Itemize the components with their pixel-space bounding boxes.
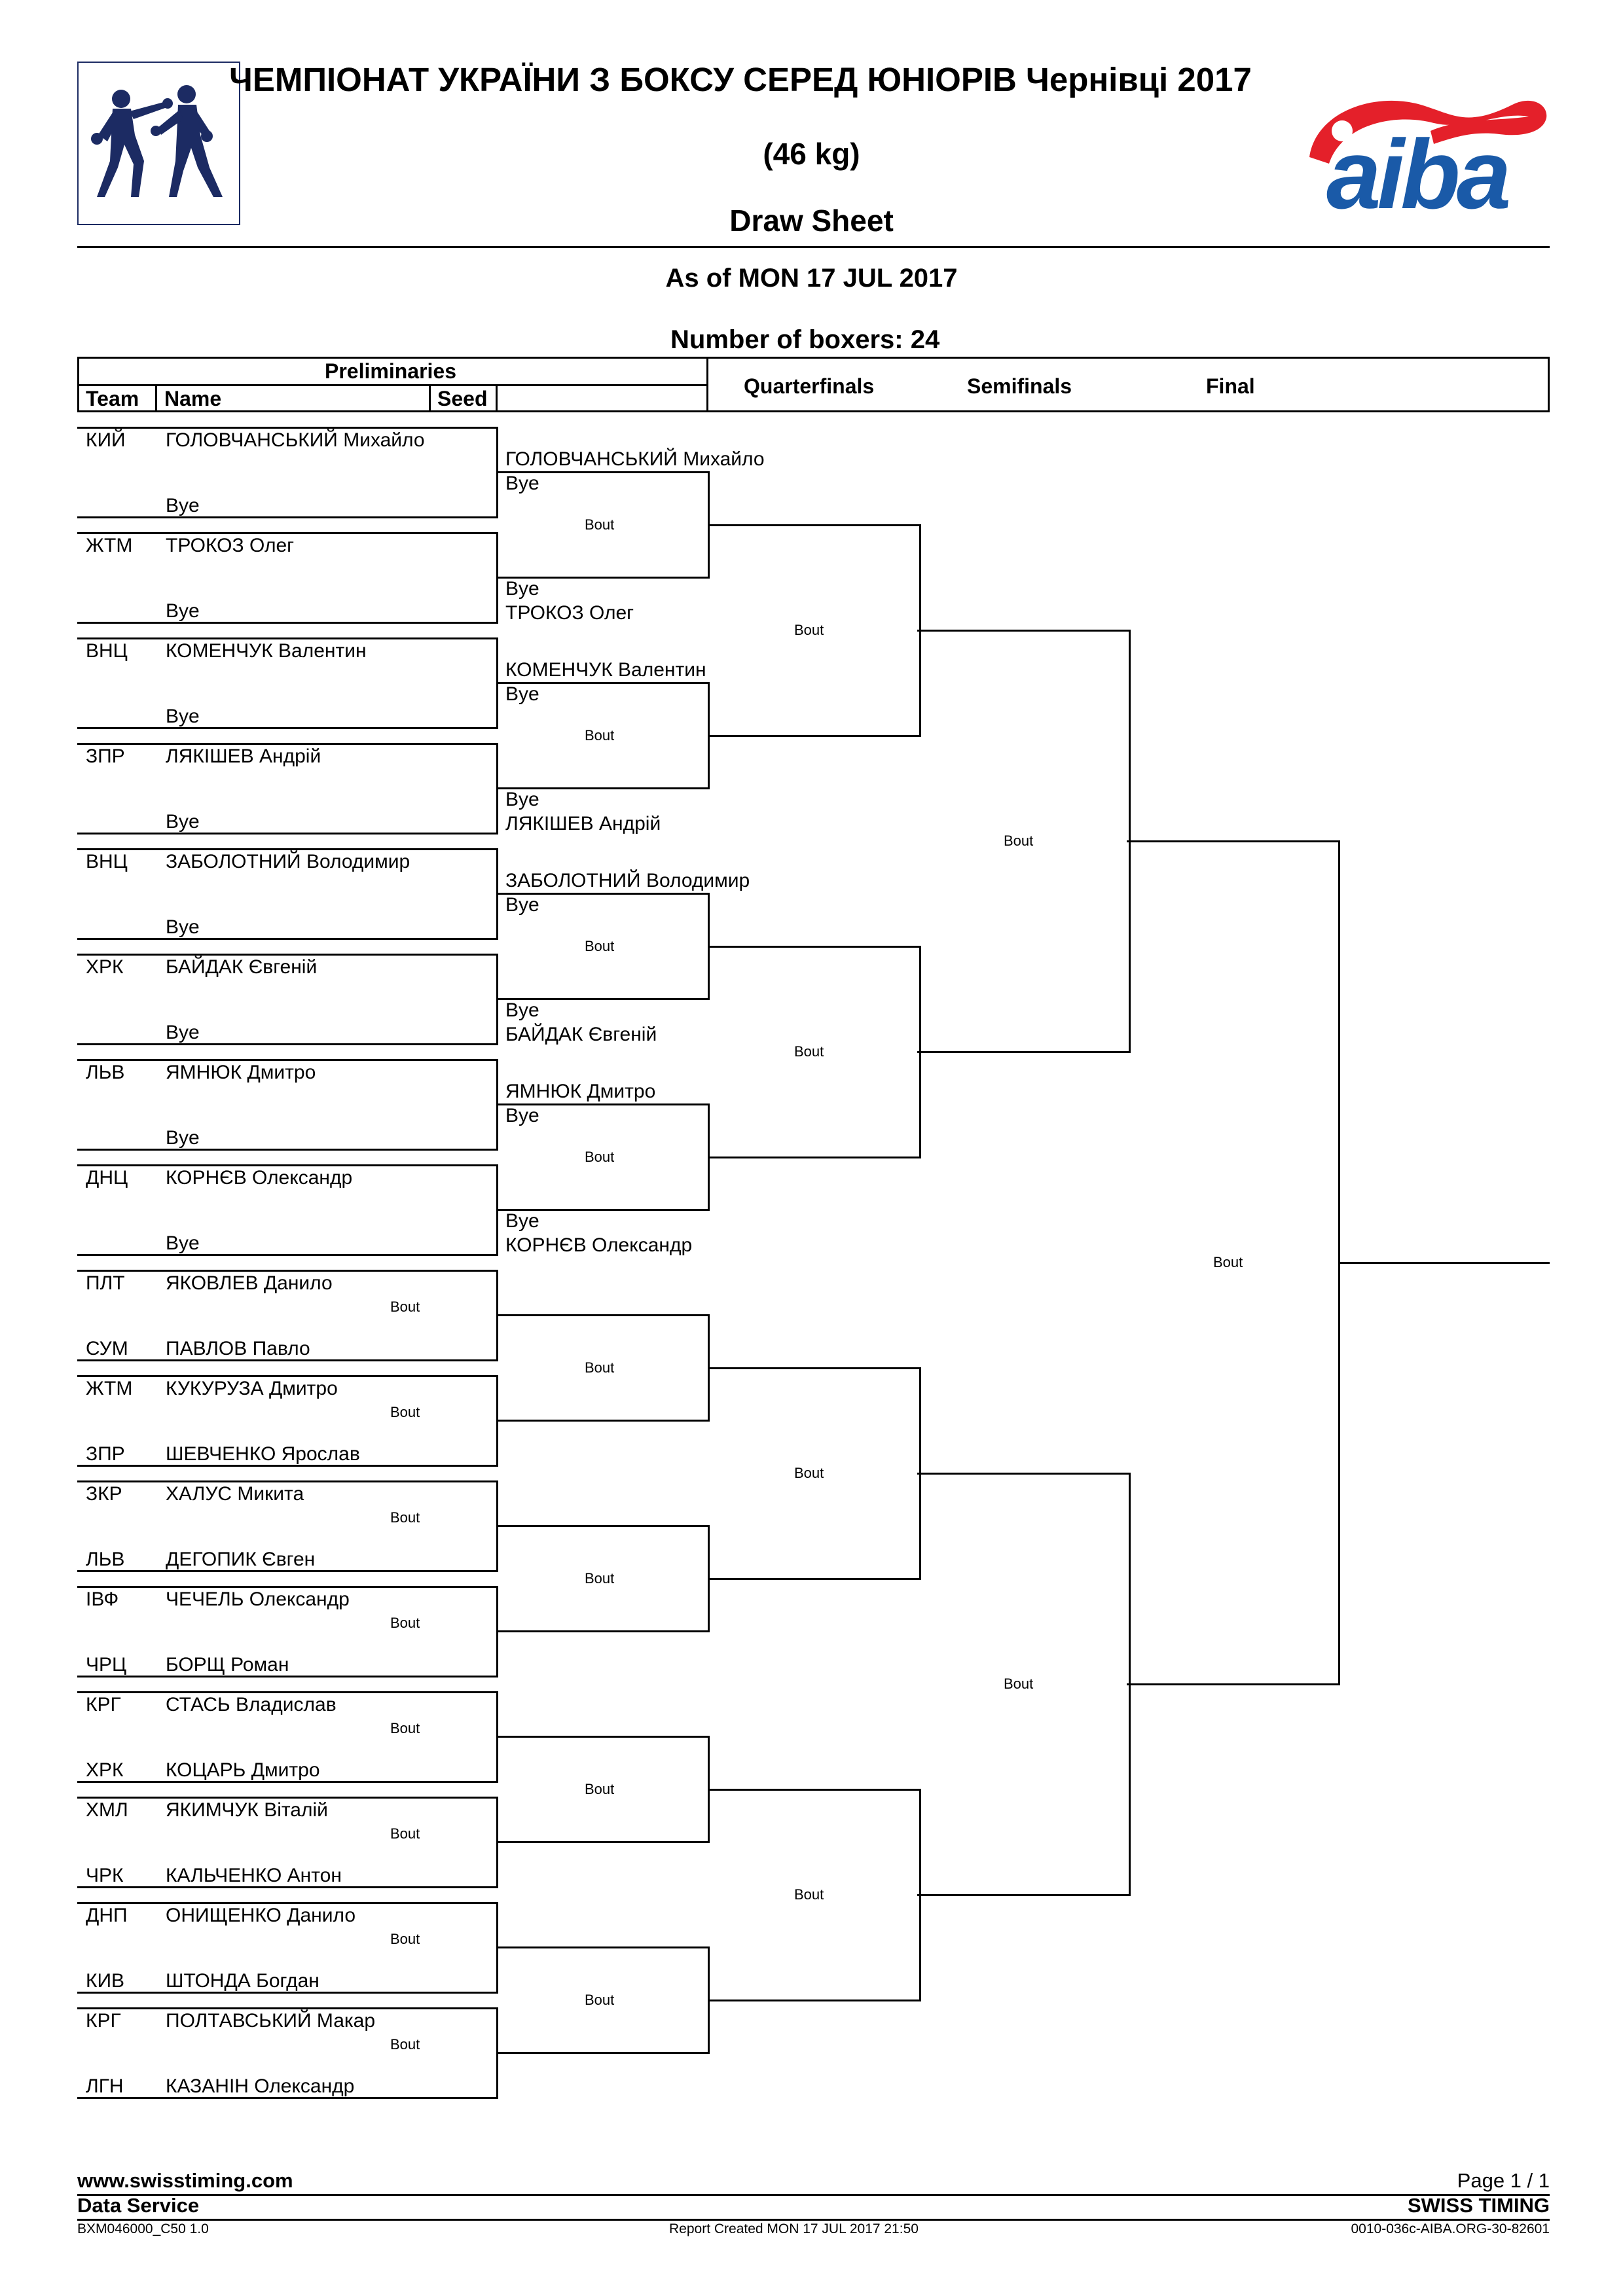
r2-name-bottom: БАЙДАК Євгеній [505, 1024, 657, 1045]
bout-label: Bout [1004, 832, 1034, 849]
team-code: ЛГН [86, 2075, 124, 2097]
entry-top-line [77, 1902, 498, 1904]
semifinals-header: Semifinals [967, 374, 1072, 398]
sf-top-line [917, 1473, 1131, 1475]
preliminaries-header: Preliminaries [325, 359, 456, 383]
entry-top-line [77, 637, 498, 639]
bout-label: Bout [585, 937, 615, 954]
qf-bottom-line [708, 1578, 921, 1580]
entry-top-line [77, 1586, 498, 1588]
qf-top-line [708, 1367, 921, 1369]
team-code: ДНЦ [86, 1167, 128, 1189]
r2-name-top: Bye [505, 1210, 539, 1232]
team-code: КРГ [86, 2010, 121, 2032]
team-code: ДНП [86, 1905, 128, 1926]
boxer-name: ОНИЩЕНКО Данило [166, 1905, 356, 1926]
team-code: ПЛТ [86, 1272, 125, 1294]
bout-label: Bout [585, 516, 615, 533]
entry-bottom-line [77, 938, 498, 940]
team-code: ЗПР [86, 1443, 125, 1465]
footer-brand: SWISS TIMING [1408, 2194, 1550, 2217]
footer-service: Data Service [77, 2194, 200, 2217]
team-code: ЛЬВ [86, 1549, 125, 1570]
boxer-name: БОРЩ Роман [166, 1654, 289, 1676]
boxer-name: КУКУРУЗА Дмитро [166, 1378, 338, 1399]
boxer-name: Bye [166, 811, 200, 833]
boxer-name: Bye [166, 1232, 200, 1254]
entry-top-line [77, 848, 498, 850]
boxer-name: ЧЕЧЕЛЬ Олександр [166, 1588, 350, 1610]
qf-bottom-line [708, 1157, 921, 1158]
footer-code-left: BXM046000_C50 1.0 [77, 2221, 209, 2236]
entry-bottom-line [77, 1043, 498, 1045]
bout-label: Bout [1004, 1675, 1034, 1692]
entry-bottom-line [77, 1149, 498, 1151]
bout-label: Bout [390, 1299, 420, 1315]
footer-report-created: Report Created MON 17 JUL 2017 21:50 [669, 2221, 919, 2236]
weight-class: (46 kg) [763, 137, 860, 171]
boxer-name: ШЕВЧЕНКО Ярослав [166, 1443, 360, 1465]
bout-label: Bout [794, 1043, 824, 1060]
entry-top-line [77, 1480, 498, 1482]
team-code: ЧРЦ [86, 1654, 127, 1676]
r2-top-line [498, 1314, 710, 1316]
team-code: ЧРК [86, 1865, 124, 1886]
r2-top-line [498, 1525, 710, 1527]
footer-page: Page 1 / 1 [1457, 2169, 1550, 2192]
entry-top-line [77, 743, 498, 745]
r2-name-top: ЗАБОЛОТНИЙ Володимир [505, 870, 750, 891]
entry-top-line [77, 2007, 498, 2009]
entry-bottom-line [77, 516, 498, 518]
boxer-name: Bye [166, 1127, 200, 1149]
qf-top-line [708, 1789, 921, 1791]
entry-top-line [77, 427, 498, 429]
bout-label: Bout [794, 1886, 824, 1903]
team-code: ЗКР [86, 1483, 122, 1505]
team-code: ЗПР [86, 745, 125, 767]
boxer-name: ШТОНДА Богдан [166, 1970, 319, 1992]
boxer-name: КОМЕНЧУК Валентин [166, 640, 367, 662]
footer-website: www.swisstiming.com [77, 2169, 293, 2192]
boxer-name: ХАЛУС Микита [166, 1483, 304, 1505]
bout-label: Bout [390, 1509, 420, 1526]
seed-header: Seed [437, 387, 488, 410]
qf-bottom-line [708, 735, 921, 737]
footer-rule-2 [77, 2219, 1550, 2221]
final-header: Final [1206, 374, 1255, 398]
r2-name-top: ГОЛОВЧАНСЬКИЙ Михайло [505, 448, 765, 470]
bout-label: Bout [585, 1359, 615, 1376]
r2-name-top: Bye [505, 578, 539, 600]
winner-line [1338, 1262, 1550, 1264]
aiba-logo-text: aiba [1326, 119, 1508, 229]
team-code: КИВ [86, 1970, 125, 1992]
bout-label: Bout [585, 1991, 615, 2008]
boxer-name: ТРОКОЗ Олег [166, 535, 295, 556]
final-bout-bottom-line [1127, 1683, 1340, 1685]
r2-name-bottom: ТРОКОЗ Олег [505, 602, 634, 624]
boxer-name: ГОЛОВЧАНСЬКИЙ Михайло [166, 429, 425, 451]
r2-name-bottom: Bye [505, 683, 539, 705]
bout-label: Bout [794, 621, 824, 638]
r2-name-bottom: КОРНЄВ Олександр [505, 1234, 693, 1256]
sf-top-line [917, 630, 1131, 632]
entry-bottom-line [77, 1254, 498, 1256]
boxer-name: ЗАБОЛОТНИЙ Володимир [166, 851, 410, 872]
r2-name-bottom: Bye [505, 1105, 539, 1126]
r2-bottom-line [498, 2052, 710, 2054]
team-code: КИЙ [86, 429, 126, 451]
boxer-name: ЯМНЮК Дмитро [166, 1062, 316, 1083]
boxer-name: КОЦАРЬ Дмитро [166, 1759, 320, 1781]
boxer-name: ЛЯКІШЕВ Андрій [166, 745, 321, 767]
boxer-name: Bye [166, 706, 200, 727]
team-code: ЖТМ [86, 1378, 133, 1399]
bout-label: Bout [585, 1148, 615, 1165]
bout-label: Bout [1213, 1253, 1243, 1270]
boxer-name: СТАСЬ Владислав [166, 1694, 337, 1715]
entry-bottom-line [77, 833, 498, 834]
bout-label: Bout [390, 1720, 420, 1736]
team-code: ХРК [86, 956, 124, 978]
boxer-name: ЯКОВЛЕВ Данило [166, 1272, 333, 1294]
boxer-name: ЯКИМЧУК Віталій [166, 1799, 328, 1821]
entry-top-line [77, 1691, 498, 1693]
boxer-name: БАЙДАК Євгеній [166, 956, 318, 978]
team-code: ЛЬВ [86, 1062, 125, 1083]
r2-name-top: Bye [505, 999, 539, 1021]
r2-top-line [498, 1946, 710, 1948]
entry-top-line [77, 1797, 498, 1799]
boxer-name: Bye [166, 495, 200, 516]
sf-bottom-line [917, 1051, 1131, 1053]
r2-bottom-line [498, 1630, 710, 1632]
r2-name-top: Bye [505, 789, 539, 810]
entry-top-line [77, 954, 498, 956]
final-bout-top-line [1127, 840, 1340, 842]
qf-bottom-line [708, 2000, 921, 2001]
bout-label: Bout [585, 1570, 615, 1587]
bout-label: Bout [794, 1464, 824, 1481]
page-title: ЧЕМПІОНАТ УКРАЇНИ З БОКСУ СЕРЕД ЮНІОРІВ Чернівці 2017 [229, 61, 1252, 98]
bout-label: Bout [390, 2036, 420, 2053]
entry-top-line [77, 1375, 498, 1377]
entry-top-line [77, 1059, 498, 1061]
boxer-name: Bye [166, 916, 200, 938]
boxer-name: КОРНЄВ Олександр [166, 1167, 353, 1189]
quarterfinals-header: Quarterfinals [744, 374, 875, 398]
r2-name-bottom: Bye [505, 894, 539, 916]
bout-label: Bout [585, 1780, 615, 1797]
boxer-name: КАЛЬЧЕНКО Антон [166, 1865, 342, 1886]
entry-top-line [77, 532, 498, 534]
r2-bottom-line [498, 1841, 710, 1843]
name-header: Name [164, 387, 222, 410]
team-code: СУМ [86, 1338, 128, 1359]
boxer-count: Number of boxers: 24 [670, 325, 940, 354]
team-code: ХМЛ [86, 1799, 128, 1821]
boxer-name: КАЗАНІН Олександр [166, 2075, 355, 2097]
r2-name-top: КОМЕНЧУК Валентин [505, 659, 706, 681]
qf-top-line [708, 946, 921, 948]
sf-bottom-line [917, 1894, 1131, 1896]
bout-label: Bout [390, 1825, 420, 1842]
r2-bottom-line [498, 1420, 710, 1422]
bout-label: Bout [390, 1615, 420, 1631]
team-header: Team [86, 387, 139, 410]
boxer-name: ПАВЛОВ Павло [166, 1338, 310, 1359]
boxer-name: ДЕГОПИК Євген [166, 1549, 316, 1570]
r2-top-line [498, 1736, 710, 1738]
entry-bottom-line [77, 727, 498, 729]
r2-name-bottom: ЛЯКІШЕВ Андрій [505, 813, 661, 834]
footer-rule [77, 2194, 1550, 2196]
boxer-name: ПОЛТАВСЬКИЙ Макар [166, 2010, 376, 2032]
bout-label: Bout [390, 1931, 420, 1947]
entry-top-line [77, 1164, 498, 1166]
team-code: ВНЦ [86, 640, 128, 662]
qf-top-line [708, 524, 921, 526]
team-code: КРГ [86, 1694, 121, 1715]
bout-label: Bout [585, 726, 615, 744]
boxer-name: Bye [166, 1022, 200, 1043]
sheet-title: Draw Sheet [729, 204, 894, 238]
entry-top-line [77, 1270, 498, 1272]
team-code: ІВФ [86, 1588, 119, 1610]
team-code: ВНЦ [86, 851, 128, 872]
footer-code-right: 0010-036c-AIBA.ORG-30-82601 [1351, 2221, 1550, 2236]
team-code: ЖТМ [86, 535, 133, 556]
bout-label: Bout [390, 1404, 420, 1420]
entry-bottom-line [77, 622, 498, 624]
r2-name-bottom: Bye [505, 473, 539, 494]
as-of-date: As of MON 17 JUL 2017 [665, 264, 958, 293]
team-code: ХРК [86, 1759, 124, 1781]
r2-name-top: ЯМНЮК Дмитро [505, 1081, 656, 1102]
boxer-name: Bye [166, 600, 200, 622]
